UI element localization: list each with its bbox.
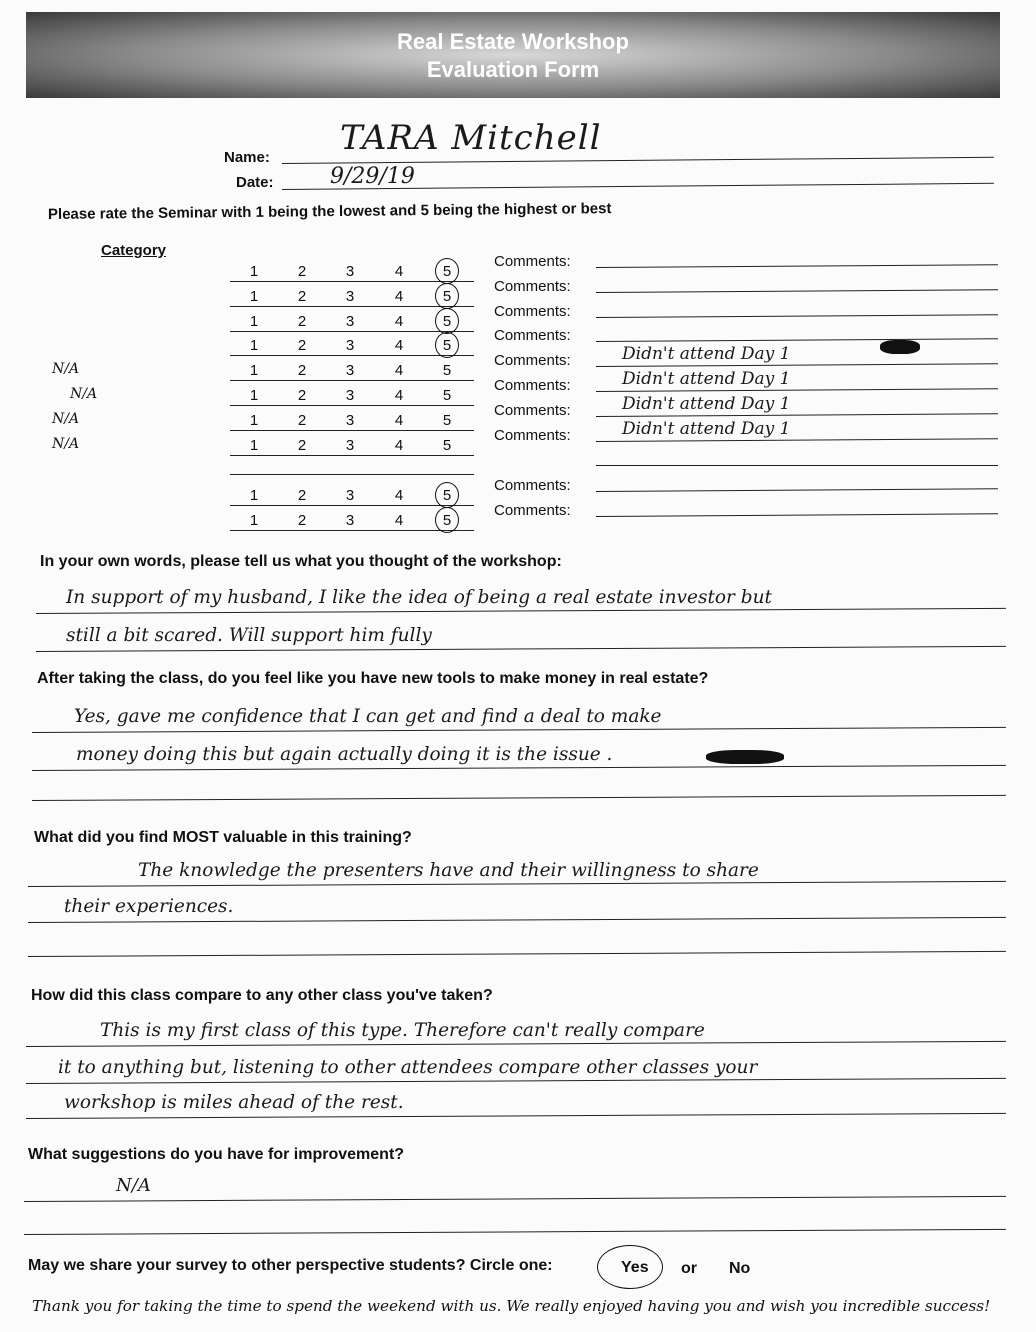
rating-option[interactable]: 2	[297, 362, 307, 379]
na-mark: N/A	[52, 411, 80, 427]
question-text: What did you find MOST valuable in this training?	[34, 829, 412, 846]
rating-option[interactable]: 2	[297, 387, 307, 404]
comment-line	[596, 314, 998, 318]
rating-option[interactable]: 2	[297, 412, 307, 429]
rating-option[interactable]: 2	[297, 487, 307, 504]
comment-line	[596, 488, 998, 492]
rating-option[interactable]: 5	[442, 337, 452, 354]
rating-option[interactable]: 5	[442, 288, 452, 305]
rating-option[interactable]: 3	[345, 437, 355, 454]
na-mark: N/A	[52, 436, 80, 452]
answer-text[interactable]: money doing this but again actually doing it is the issue .	[76, 744, 613, 765]
rating-option[interactable]: 5	[442, 512, 452, 529]
rating-line	[230, 530, 474, 531]
rating-option[interactable]: 2	[297, 437, 307, 454]
answer-text[interactable]: it to anything but, listening to other attendees compare other classes your	[58, 1057, 758, 1078]
rating-option[interactable]: 1	[249, 362, 259, 379]
answer-text[interactable]: Yes, gave me confidence that I can get and find a deal to make	[74, 706, 662, 727]
rating-option[interactable]: 5	[442, 313, 452, 330]
answer-line	[32, 727, 1006, 733]
rating-spacer-line	[230, 474, 474, 475]
rating-option[interactable]: 4	[394, 263, 404, 280]
rating-option[interactable]: 3	[345, 313, 355, 330]
answer-line	[36, 646, 1006, 652]
rating-option[interactable]: 5	[442, 263, 452, 280]
share-no-option[interactable]: No	[729, 1260, 751, 1277]
selected-rating-circle	[435, 507, 459, 533]
date-label: Date:	[236, 174, 274, 191]
answer-text[interactable]: The knowledge the presenters have and their willingness to share	[138, 860, 759, 881]
rating-option[interactable]: 5	[442, 362, 452, 379]
selected-rating-circle	[435, 308, 459, 334]
footer-thank-you: Thank you for taking the time to spend the weekend with us. We really enjoyed having you and wish you incredible success!	[32, 1297, 991, 1315]
share-question: May we share your survey to other perspective students? Circle one:	[28, 1257, 553, 1274]
comments-label: Comments:	[494, 427, 571, 444]
rating-option[interactable]: 1	[249, 263, 259, 280]
rating-option[interactable]: 4	[394, 512, 404, 529]
rating-option[interactable]: 1	[249, 387, 259, 404]
question-text: In your own words, please tell us what you thought of the workshop:	[40, 553, 562, 570]
rating-option[interactable]: 3	[345, 337, 355, 354]
name-label: Name:	[224, 149, 270, 166]
answer-text[interactable]: N/A	[116, 1175, 151, 1196]
rating-option[interactable]: 1	[249, 337, 259, 354]
answer-line	[28, 917, 1006, 923]
rating-instruction: Please rate the Seminar with 1 being the lowest and 5 being the highest or best	[47, 200, 612, 223]
answer-line	[28, 951, 1006, 957]
rating-line	[230, 355, 474, 356]
scribble-mark	[706, 750, 784, 764]
rating-option[interactable]: 4	[394, 313, 404, 330]
comment-text[interactable]: Didn't attend Day 1	[622, 369, 791, 389]
rating-option[interactable]: 3	[345, 512, 355, 529]
rating-option[interactable]: 5	[442, 487, 452, 504]
comments-label: Comments:	[494, 327, 571, 344]
date-field[interactable]: 9/29/19	[330, 164, 415, 189]
comment-line	[596, 264, 998, 268]
name-field[interactable]: TARA Mitchell	[340, 118, 602, 158]
comment-line	[596, 289, 998, 293]
selected-rating-circle	[435, 258, 459, 284]
rating-option[interactable]: 3	[345, 263, 355, 280]
rating-option[interactable]: 1	[249, 437, 259, 454]
comments-label: Comments:	[494, 352, 571, 369]
rating-option[interactable]: 3	[345, 387, 355, 404]
comment-text[interactable]: Didn't attend Day 1	[622, 394, 791, 414]
answer-text[interactable]: their experiences.	[64, 896, 234, 917]
rating-option[interactable]: 3	[345, 487, 355, 504]
answer-text[interactable]: This is my first class of this type. Therefore can't really compare	[100, 1020, 705, 1041]
answer-line	[32, 795, 1006, 801]
comments-label: Comments:	[494, 377, 571, 394]
rating-option[interactable]: 1	[249, 512, 259, 529]
rating-option[interactable]: 4	[394, 412, 404, 429]
rating-option[interactable]: 4	[394, 288, 404, 305]
answer-line	[24, 1196, 1006, 1202]
comment-spacer-line	[596, 465, 998, 466]
answer-line	[26, 1041, 1006, 1047]
rating-line	[230, 331, 474, 332]
question-text: What suggestions do you have for improvement?	[28, 1146, 405, 1163]
rating-line	[230, 306, 474, 307]
rating-line	[230, 281, 474, 282]
comments-label: Comments:	[494, 303, 571, 320]
comment-line	[596, 338, 998, 342]
question-text: How did this class compare to any other class you've taken?	[31, 987, 493, 1004]
answer-line	[24, 1229, 1006, 1235]
rating-option[interactable]: 4	[394, 337, 404, 354]
rating-option[interactable]: 1	[249, 487, 259, 504]
answer-line	[32, 765, 1006, 771]
rating-line	[230, 505, 474, 506]
share-yes-option[interactable]: Yes	[621, 1259, 649, 1276]
selected-rating-circle	[435, 332, 459, 358]
answer-text[interactable]: workshop is miles ahead of the rest.	[64, 1092, 404, 1113]
rating-option[interactable]: 4	[394, 487, 404, 504]
rating-option[interactable]: 2	[297, 337, 307, 354]
rating-option[interactable]: 3	[345, 362, 355, 379]
rating-option[interactable]: 1	[249, 313, 259, 330]
form-header-banner	[26, 12, 1000, 98]
comment-line	[596, 513, 998, 517]
comments-label: Comments:	[494, 402, 571, 419]
answer-line	[36, 608, 1006, 614]
rating-line	[230, 430, 474, 431]
answer-text[interactable]: In support of my husband, I like the idea of being a real estate investor but	[66, 587, 772, 608]
rating-option[interactable]: 4	[394, 362, 404, 379]
rating-option[interactable]: 2	[297, 263, 307, 280]
comments-label: Comments:	[494, 253, 571, 270]
rating-line	[230, 455, 474, 456]
comments-label: Comments:	[494, 477, 571, 494]
rating-line	[230, 405, 474, 406]
rating-option[interactable]: 2	[297, 512, 307, 529]
selected-rating-circle	[435, 283, 459, 309]
rating-option[interactable]: 4	[394, 437, 404, 454]
rating-option[interactable]: 2	[297, 288, 307, 305]
category-header: Category	[101, 242, 167, 259]
share-or-text: or	[681, 1260, 697, 1277]
rating-line	[230, 380, 474, 381]
form-subtitle: Evaluation Form	[426, 57, 600, 82]
na-mark: N/A	[70, 386, 98, 402]
rating-option[interactable]: 5	[442, 387, 452, 404]
rating-option[interactable]: 4	[394, 387, 404, 404]
answer-text[interactable]: still a bit scared. Will support him fully	[66, 625, 432, 646]
rating-option[interactable]: 5	[442, 412, 452, 429]
answer-line	[26, 1078, 1006, 1084]
answer-line	[26, 1113, 1006, 1119]
selected-rating-circle	[435, 482, 459, 508]
comment-text[interactable]: Didn't attend Day 1	[622, 344, 791, 364]
form-title: Real Estate Workshop	[397, 29, 629, 54]
rating-option[interactable]: 2	[297, 313, 307, 330]
share-yes-circle	[597, 1245, 663, 1289]
rating-option[interactable]: 1	[249, 412, 259, 429]
comments-label: Comments:	[494, 502, 571, 519]
rating-option[interactable]: 3	[345, 288, 355, 305]
rating-option[interactable]: 1	[249, 288, 259, 305]
na-mark: N/A	[52, 361, 80, 377]
rating-option[interactable]: 3	[345, 412, 355, 429]
comment-text[interactable]: Didn't attend Day 1	[622, 419, 791, 439]
comments-label: Comments:	[494, 278, 571, 295]
rating-option[interactable]: 5	[442, 437, 452, 454]
answer-line	[28, 881, 1006, 887]
question-text: After taking the class, do you feel like you have new tools to make money in real estate?	[37, 670, 709, 687]
scribble-mark	[880, 340, 920, 354]
